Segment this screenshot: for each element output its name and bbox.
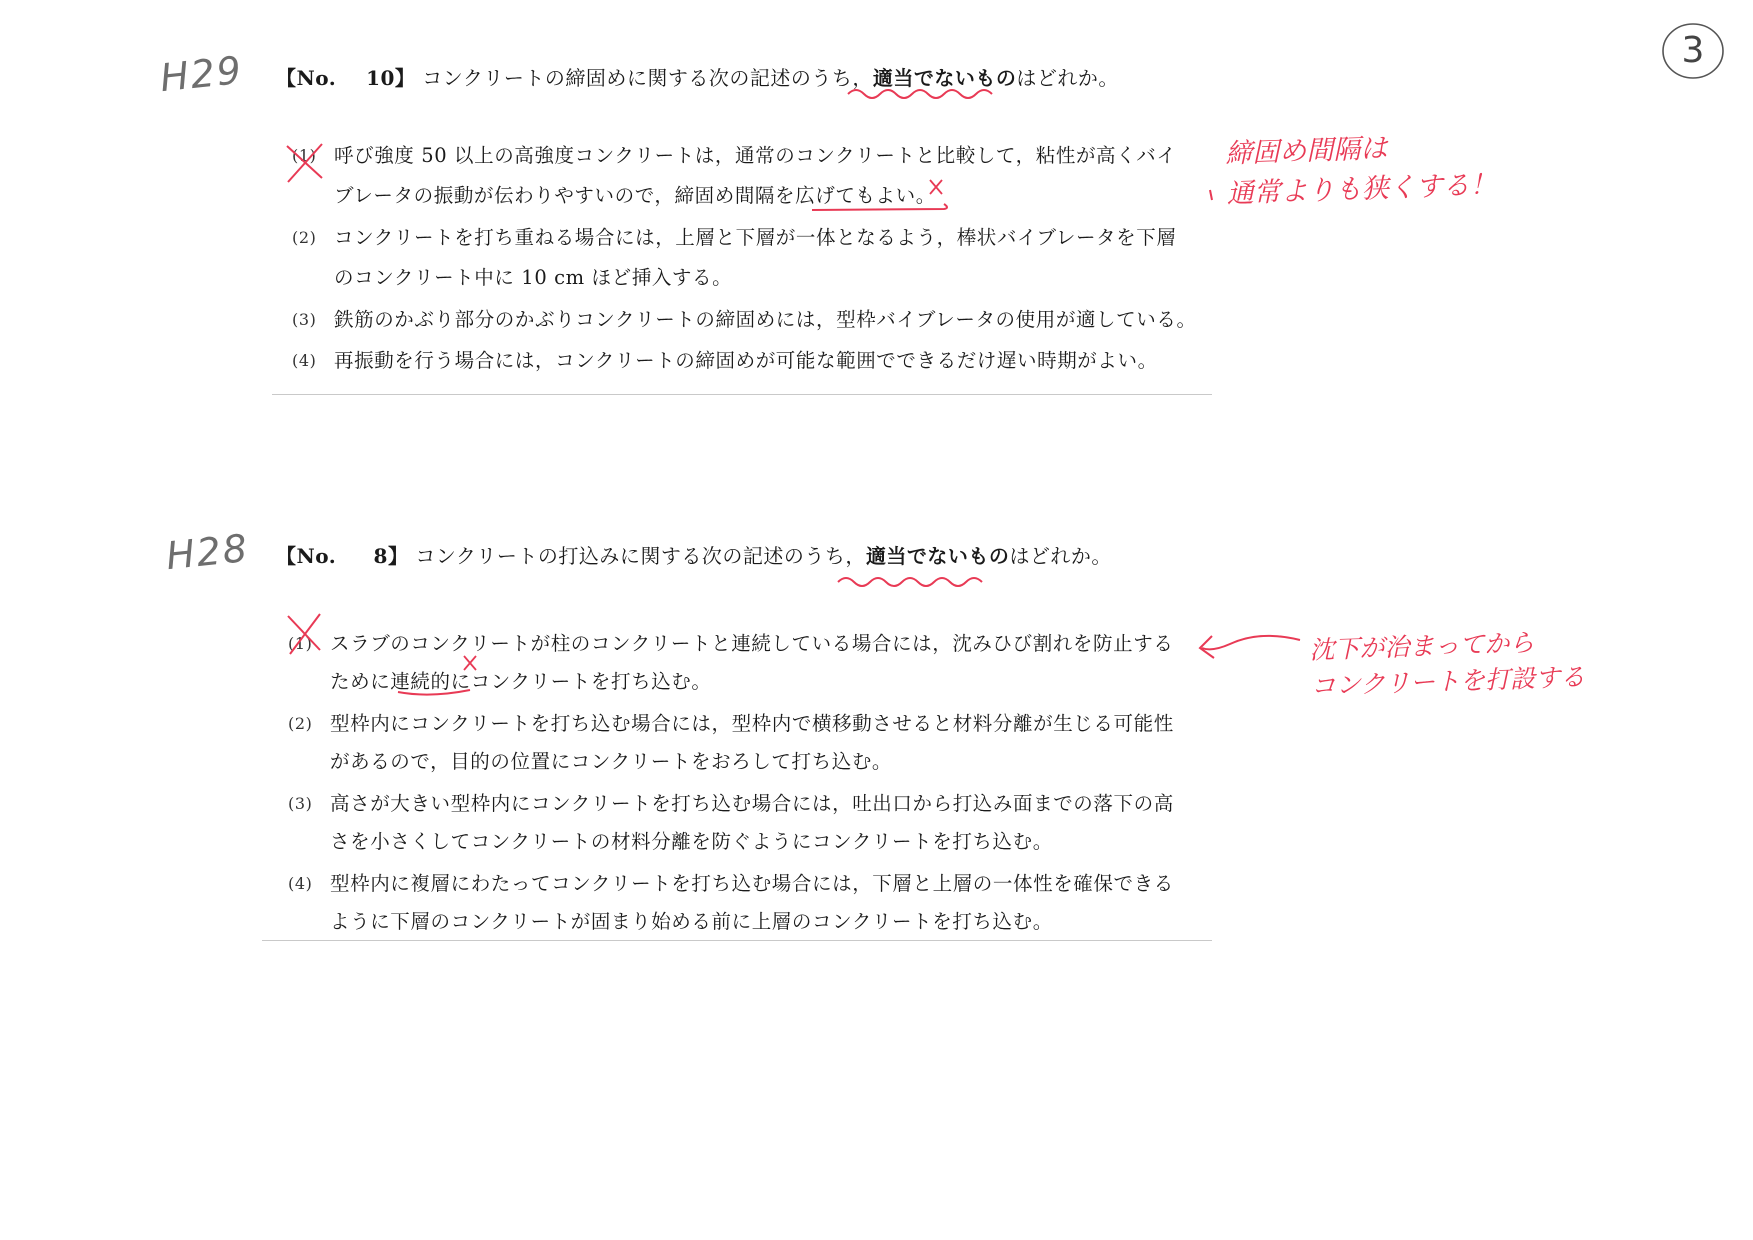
wavy-underline-icon bbox=[848, 90, 992, 98]
stem-emphasis: 適当でないもの bbox=[872, 66, 1017, 90]
choice-number: (3) bbox=[292, 310, 317, 329]
note-line: コンクリートを打設する bbox=[1310, 662, 1586, 701]
year-mark-h28: H28 bbox=[163, 525, 252, 579]
choice-text-line: ブレータの振動が伝わりやすいので，締固め間隔を広げてもよい。 bbox=[334, 184, 936, 207]
choice-text-line: スラブのコンクリートが柱のコンクリートと連続している場合には，沈みひび割れを防止する bbox=[330, 632, 1174, 655]
stem-emphasis: 適当でないもの bbox=[865, 544, 1010, 568]
underline-icon bbox=[398, 690, 470, 695]
choice-text-line: のコンクリート中に 10 cm ほど挿入する。 bbox=[334, 266, 733, 289]
choice-text-line: さを小さくしてコンクリートの材料分離を防ぐようにコンクリートを打ち込む。 bbox=[330, 830, 1053, 853]
note-line: 沈下が治まってから bbox=[1308, 627, 1535, 665]
stem-post: はどれか。 bbox=[1009, 544, 1112, 568]
choice-number: (3) bbox=[288, 794, 313, 813]
choice-text-line: 呼び強度 50 以上の高強度コンクリートは，通常のコンクリートと比較して，粘性が高くバイ bbox=[334, 144, 1177, 167]
small-x-icon bbox=[930, 180, 942, 194]
choice-number: (4) bbox=[288, 874, 313, 893]
tick-mark-icon bbox=[1210, 190, 1212, 200]
note-line: 締固め間隔は bbox=[1224, 133, 1388, 170]
arrow-icon bbox=[1202, 636, 1300, 650]
small-x-icon bbox=[464, 656, 476, 670]
choice-text-line: 高さが大きい型枠内にコンクリートを打ち込む場合には，吐出口から打込み面までの落下の高 bbox=[330, 792, 1174, 815]
choice-text-line: ために連続的にコンクリートを打ち込む。 bbox=[330, 670, 712, 693]
stem-post: はどれか。 bbox=[1016, 66, 1119, 90]
choice-text-line: 鉄筋のかぶり部分のかぶりコンクリートの締固めには，型枠バイブレータの使用が適している。 bbox=[334, 308, 1197, 331]
choice-number: (2) bbox=[288, 714, 313, 733]
question-number: 【No. 10】 bbox=[276, 66, 416, 90]
stem-pre: コンクリートの締固めに関する次の記述のうち， bbox=[422, 66, 873, 90]
stem-pre: コンクリートの打込みに関する次の記述のうち， bbox=[415, 544, 866, 568]
choice-number: (4) bbox=[292, 351, 317, 370]
cross-mark-icon bbox=[287, 144, 322, 182]
wavy-underline-icon bbox=[838, 578, 982, 586]
cross-mark-icon bbox=[288, 614, 320, 654]
choice-number: (1) bbox=[288, 634, 313, 653]
question-number: 【No. 8】 bbox=[276, 544, 409, 568]
choice-text-line: 型枠内に複層にわたってコンクリートを打ち込む場合には，下層と上層の一体性を確保できる bbox=[330, 872, 1174, 895]
choice-text-line: ように下層のコンクリートが固まり始める前に上層のコンクリートを打ち込む。 bbox=[330, 910, 1053, 933]
choice-text-line: があるので，目的の位置にコンクリートをおろして打ち込む。 bbox=[330, 750, 893, 773]
year-mark-h29: H29 bbox=[157, 47, 246, 101]
choice-number: (1) bbox=[292, 146, 317, 165]
choice-text-line: 型枠内にコンクリートを打ち込む場合には，型枠内で横移動させると材料分離が生じる可能性 bbox=[330, 712, 1174, 735]
choice-text-line: コンクリートを打ち重ねる場合には，上層と下層が一体となるよう，棒状バイブレータを下層 bbox=[334, 226, 1177, 249]
note-line: 通常よりも狭くする！ bbox=[1226, 169, 1498, 210]
choice-number: (2) bbox=[292, 228, 317, 247]
page-number: 3 bbox=[1681, 30, 1705, 71]
underline-icon bbox=[812, 204, 947, 210]
choice-text-line: 再振動を行う場合には，コンクリートの締固めが可能な範囲でできるだけ遅い時期がよい。 bbox=[334, 349, 1158, 372]
